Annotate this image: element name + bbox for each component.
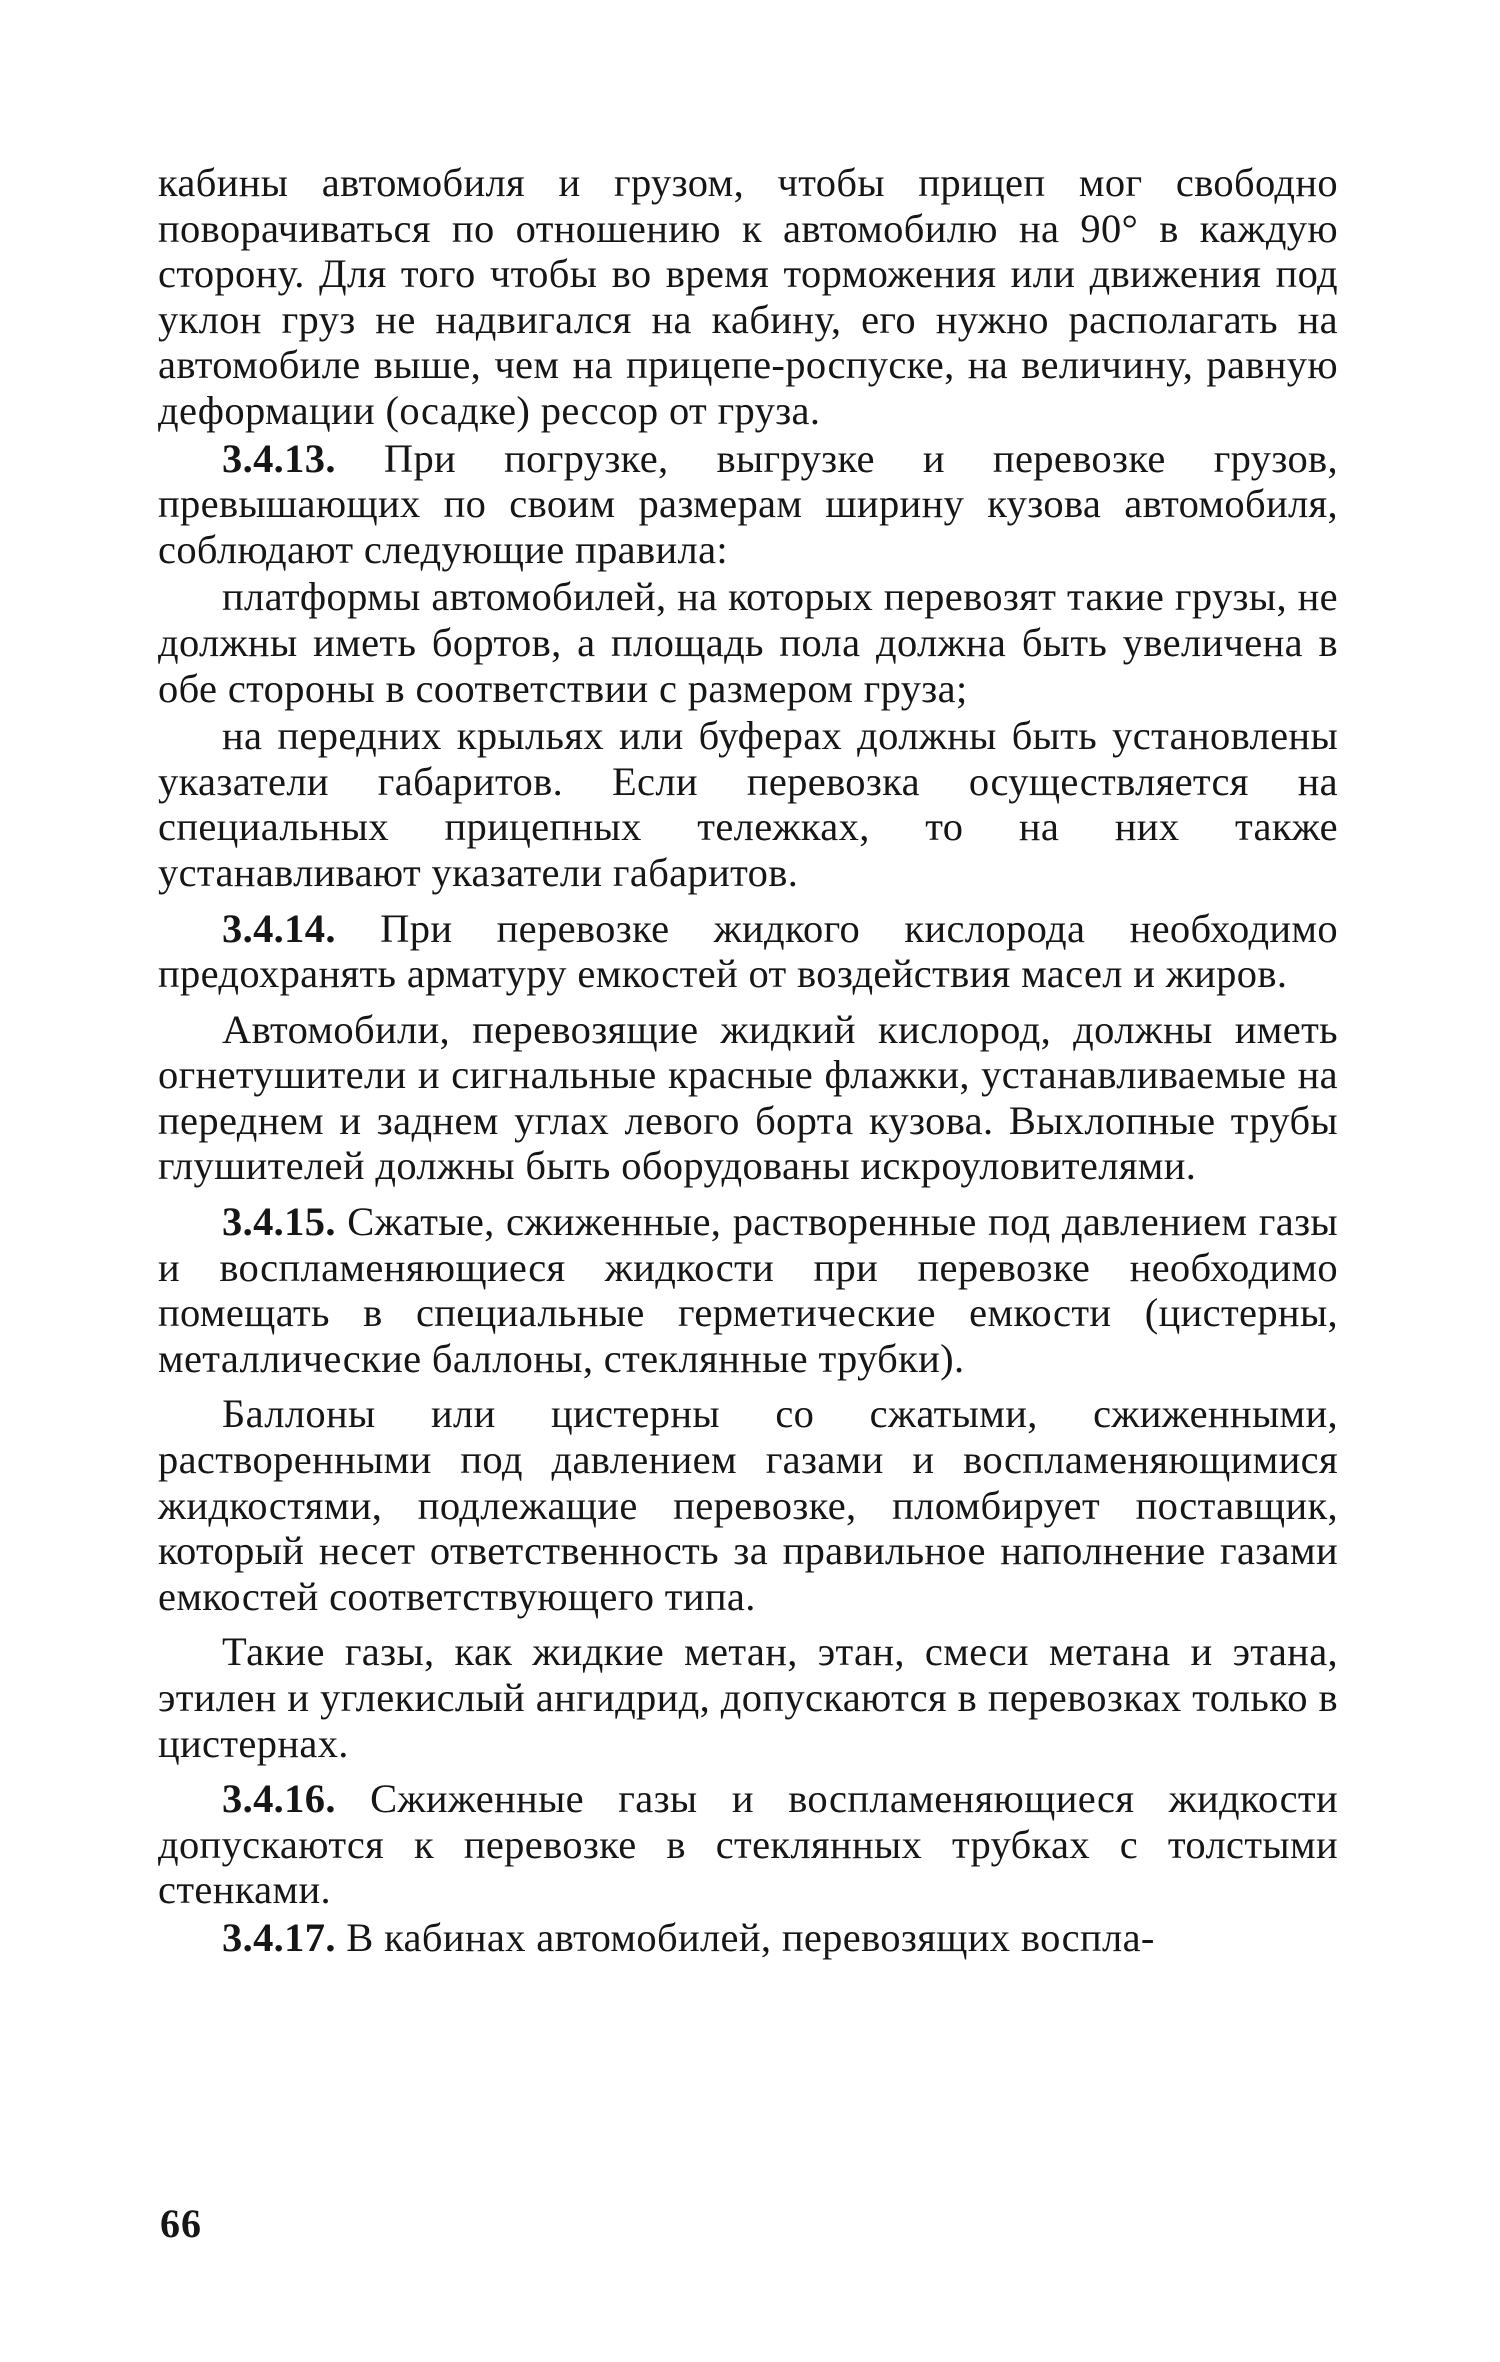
paragraph-text: кабины автомобиля и грузом, чтобы прицеп мог свободно поворачиваться по отношению к автомобилю на 90° в каждую сторону. Для того чтобы во время торможения или движения под уклон груз не надвигался на кабину, его нужно располагать на автомобиле выше, чем на прицепе-роспуске, на величину, равную деформации (осадке) рессор от груза. — [158, 160, 1338, 433]
section-number: 3.4.14. — [222, 905, 336, 951]
paragraph-text: При перевозке жидкого кислорода необходимо предохранять арматуру емкостей от воздействия масел и жиров. — [158, 905, 1338, 997]
paragraph-text: Баллоны или цистерны со сжатыми, сжиженными, растворенными под давлением газами и воспламеняющимися жидкостями, подлежащие перевозке, пломбирует поставщик, который несет ответственность за правильное наполнение газами емкостей соответствующего типа. — [158, 1391, 1338, 1619]
paragraph-text: При погрузке, выгрузке и перевозке грузов, превышающих по своим размерам ширину кузова автомобиля, соблюдают следующие правила: — [158, 435, 1338, 572]
paragraph-text: Такие газы, как жидкие метан, этан, смеси метана и этана, этилен и углекислый ангидрид, допускаются в перевозках только в цистернах. — [158, 1629, 1338, 1766]
paragraph-3-4-15 — [158, 1199, 1338, 1381]
paragraph-intro — [158, 160, 1338, 434]
paragraph-text: В кабинах автомобилей, перевозящих воспла- — [335, 1914, 1155, 1960]
section-number: 3.4.15. — [222, 1199, 336, 1245]
paragraph-3-4-17 — [158, 1915, 1338, 1961]
page-body — [158, 160, 1338, 1961]
paragraph-text: Сжатые, сжиженные, растворенные под давлением газы и воспламеняющиеся жидкости при перевозке необходимо помещать в специальные герметические емкости (цистерны, металлические баллоны, стеклянные трубки). — [158, 1199, 1338, 1381]
paragraph-cylinders — [158, 1391, 1338, 1619]
section-number: 3.4.17. — [222, 1914, 336, 1960]
paragraph-3-4-14 — [158, 906, 1338, 997]
section-number: 3.4.13. — [222, 435, 336, 481]
paragraph-text: Сжиженные газы и воспламеняющиеся жидкости допускаются к перевозке в стеклянных трубках с толстыми стенками. — [158, 1776, 1338, 1913]
paragraph-platforms — [158, 574, 1338, 711]
paragraph-text: Автомобили, перевозящие жидкий кислород, должны иметь огнетушители и сигнальные красные флажки, устанавливаемые на переднем и заднем углах левого борта кузова. Выхлопные трубы глушителей должны быть оборудованы искроуловителями. — [158, 1006, 1338, 1189]
paragraph-oxygen-vehicles — [158, 1007, 1338, 1189]
paragraph-gases-tanks — [158, 1629, 1338, 1766]
section-number: 3.4.16. — [222, 1776, 336, 1822]
paragraph-text: на передних крыльях или буферах должны быть установлены указатели габаритов. Если перевозка осуществляется на специальных прицепных тележках, то на них также устанавливают указатели габаритов. — [158, 713, 1338, 895]
paragraph-3-4-13 — [158, 436, 1338, 573]
paragraph-gabarit-indicators — [158, 713, 1338, 895]
page-number: 66 — [160, 2201, 202, 2246]
paragraph-text: платформы автомобилей, на которых перевозят такие грузы, не должны иметь бортов, а площадь пола должна быть увеличена в обе стороны в соответствии с размером груза; — [158, 574, 1338, 711]
paragraph-3-4-16 — [158, 1776, 1338, 1913]
